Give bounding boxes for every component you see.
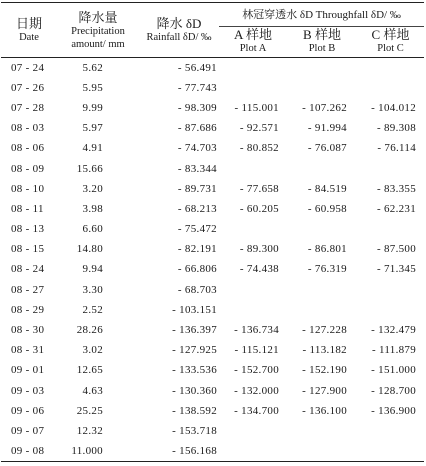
cell-rainfall-dd: - 138.592 xyxy=(172,404,217,417)
cell-precipitation: 9.94 xyxy=(82,263,103,276)
cell-plot-a-dd: - 136.734 xyxy=(234,324,279,337)
cell-date: 08 - 30 xyxy=(11,324,45,337)
table-row xyxy=(1,421,424,441)
cell-precipitation: 3.02 xyxy=(82,344,103,357)
cell-precipitation: 3.20 xyxy=(82,182,103,195)
header-date-cn: 日期 xyxy=(15,16,42,31)
cell-rainfall-dd: - 74.703 xyxy=(177,142,217,155)
table-row xyxy=(1,179,424,199)
cell-rainfall-dd: - 156.168 xyxy=(139,441,219,461)
cell-plot-c-dd: - 136.900 xyxy=(371,404,417,417)
cell-rainfall-dd: - 133.536 xyxy=(172,364,217,377)
cell-plot-a-dd: - 74.438 xyxy=(239,263,279,276)
header-plot-b-en: Plot B xyxy=(308,43,336,54)
cell-precipitation: 28.26 xyxy=(76,324,103,337)
cell-date: 09 - 03 xyxy=(11,384,45,397)
cell-rainfall-dd: - 89.731 xyxy=(177,182,217,195)
cell-plot-c-dd xyxy=(357,441,424,461)
cell-rainfall-dd: - 68.213 xyxy=(177,202,217,215)
cell-precipitation: 3.30 xyxy=(82,283,103,296)
cell-plot-a-dd xyxy=(219,219,287,239)
table-row xyxy=(1,340,424,360)
header-plot-c-cn: C 样地 xyxy=(371,27,410,42)
cell-rainfall-dd: - 153.718 xyxy=(172,424,217,437)
cell-plot-c-dd: - 89.308 xyxy=(376,122,417,135)
cell-plot-c-dd xyxy=(357,280,424,300)
cell-plot-c-dd xyxy=(357,300,424,320)
cell-plot-c-dd: - 87.500 xyxy=(376,243,417,256)
cell-precipitation: 25.25 xyxy=(76,404,103,417)
cell-plot-a-dd: - 134.700 xyxy=(234,404,279,417)
table-row xyxy=(1,158,424,178)
header-plot-a-en: Plot A xyxy=(239,43,267,54)
header-throughfall xyxy=(219,3,424,27)
cell-date: 08 - 09 xyxy=(11,162,45,175)
cell-plot-c-dd: - 62.231 xyxy=(376,202,417,215)
cell-rainfall-dd: - 82.191 xyxy=(177,243,217,256)
header-precipitation xyxy=(57,3,139,58)
cell-plot-b-dd xyxy=(287,58,357,78)
cell-plot-c-dd xyxy=(357,158,424,178)
cell-date: 09 - 01 xyxy=(11,364,45,377)
table-row xyxy=(1,199,424,219)
isotope-data-table xyxy=(1,2,424,462)
header-rain-en: Rainfall δD/ ‰ xyxy=(146,32,212,43)
header-rain-cn: 降水 δD xyxy=(156,16,202,31)
cell-date: 08 - 11 xyxy=(11,202,44,215)
cell-precipitation: 4.91 xyxy=(82,142,103,155)
cell-plot-a-dd: - 115.121 xyxy=(234,344,279,357)
cell-plot-a-dd xyxy=(219,78,287,98)
cell-plot-a-dd: - 132.000 xyxy=(234,384,279,397)
cell-plot-b-dd xyxy=(287,421,357,441)
table-row xyxy=(1,300,424,320)
cell-precipitation: 11.000 xyxy=(57,441,139,461)
cell-rainfall-dd: - 127.925 xyxy=(172,344,217,357)
table-row xyxy=(1,58,424,78)
table-row xyxy=(1,219,424,239)
cell-date: 08 - 10 xyxy=(11,182,45,195)
cell-plot-b-dd: - 91.994 xyxy=(307,122,347,135)
header-plot-a xyxy=(219,27,287,58)
cell-date: 07 - 26 xyxy=(11,81,45,94)
cell-date: 07 - 28 xyxy=(11,101,45,114)
table-row xyxy=(1,360,424,380)
cell-rainfall-dd: - 56.491 xyxy=(177,61,217,74)
cell-date: 09 - 06 xyxy=(11,404,45,417)
header-throughfall-title: 林冠穿透水 δD Throughfall δD/ ‰ xyxy=(242,8,401,21)
cell-plot-b-dd xyxy=(287,280,357,300)
cell-plot-a-dd xyxy=(219,58,287,78)
cell-plot-a-dd: - 92.571 xyxy=(239,122,279,135)
table-row xyxy=(1,138,424,158)
table-row xyxy=(1,98,424,118)
cell-plot-c-dd: - 83.355 xyxy=(376,182,417,195)
cell-plot-a-dd xyxy=(219,300,287,320)
cell-plot-b-dd: - 107.262 xyxy=(302,101,347,114)
cell-plot-b-dd xyxy=(287,219,357,239)
header-date xyxy=(1,3,57,58)
cell-plot-b-dd xyxy=(287,78,357,98)
cell-precipitation: 2.52 xyxy=(82,303,103,316)
cell-precipitation: 9.99 xyxy=(82,101,103,114)
cell-plot-c-dd xyxy=(357,58,424,78)
table-row xyxy=(1,381,424,401)
table-body xyxy=(1,58,424,462)
cell-date: 08 - 03 xyxy=(11,122,45,135)
cell-precipitation: 5.97 xyxy=(82,122,103,135)
cell-date: 08 - 06 xyxy=(11,142,45,155)
cell-plot-c-dd xyxy=(357,219,424,239)
cell-date: 09 - 08 xyxy=(1,441,57,461)
cell-rainfall-dd: - 83.344 xyxy=(177,162,217,175)
cell-plot-b-dd: - 136.100 xyxy=(302,404,347,417)
cell-plot-b-dd xyxy=(287,300,357,320)
table-row xyxy=(1,280,424,300)
cell-plot-b-dd: - 127.228 xyxy=(302,324,347,337)
header-rainfall xyxy=(139,3,219,58)
cell-precipitation: 12.32 xyxy=(76,424,103,437)
cell-plot-b-dd: - 152.190 xyxy=(302,364,347,377)
cell-plot-b-dd: - 60.958 xyxy=(307,202,347,215)
cell-plot-c-dd: - 128.700 xyxy=(371,384,417,397)
cell-plot-a-dd xyxy=(219,280,287,300)
table-row xyxy=(1,320,424,340)
cell-date: 08 - 13 xyxy=(11,223,45,236)
cell-precipitation: 14.80 xyxy=(76,243,103,256)
header-precip-en1: Precipitation xyxy=(71,25,125,37)
cell-date: 08 - 29 xyxy=(11,303,45,316)
cell-date: 08 - 31 xyxy=(11,344,45,357)
cell-plot-a-dd xyxy=(219,158,287,178)
cell-rainfall-dd: - 66.806 xyxy=(177,263,217,276)
cell-plot-b-dd: - 76.319 xyxy=(307,263,347,276)
cell-plot-a-dd xyxy=(219,441,287,461)
cell-rainfall-dd: - 98.309 xyxy=(177,101,217,114)
table-row xyxy=(1,401,424,421)
cell-plot-c-dd: - 111.879 xyxy=(371,344,417,357)
cell-precipitation: 15.66 xyxy=(76,162,103,175)
cell-plot-b-dd xyxy=(287,158,357,178)
cell-plot-c-dd xyxy=(357,421,424,441)
header-plot-a-cn: A 样地 xyxy=(234,27,272,42)
cell-rainfall-dd: - 136.397 xyxy=(172,324,217,337)
cell-rainfall-dd: - 87.686 xyxy=(177,122,217,135)
header-precip-cn: 降水量 xyxy=(78,9,118,25)
header-precip-en2: amount/ mm xyxy=(71,38,125,50)
cell-plot-c-dd: - 151.000 xyxy=(371,364,417,377)
cell-plot-c-dd xyxy=(357,78,424,98)
cell-plot-a-dd: - 77.658 xyxy=(239,182,279,195)
cell-plot-b-dd: - 86.801 xyxy=(307,243,347,256)
table-row xyxy=(1,118,424,138)
table-row xyxy=(1,239,424,259)
cell-date: 07 - 24 xyxy=(11,61,45,74)
table-row xyxy=(1,78,424,98)
cell-precipitation: 6.60 xyxy=(82,223,103,236)
cell-plot-b-dd: - 84.519 xyxy=(307,182,347,195)
cell-date: 09 - 07 xyxy=(11,424,45,437)
cell-plot-a-dd: - 89.300 xyxy=(239,243,279,256)
header-plot-b xyxy=(287,27,357,58)
cell-plot-b-dd: - 76.087 xyxy=(307,142,347,155)
table-row xyxy=(1,441,424,461)
cell-rainfall-dd: - 68.703 xyxy=(177,283,217,296)
header-plot-c-en: Plot C xyxy=(377,43,404,54)
cell-plot-b-dd xyxy=(287,441,357,461)
cell-date: 08 - 15 xyxy=(11,243,45,256)
cell-rainfall-dd: - 77.743 xyxy=(177,81,217,94)
cell-plot-a-dd: - 60.205 xyxy=(239,202,279,215)
cell-precipitation: 12.65 xyxy=(76,364,103,377)
cell-plot-a-dd: - 80.852 xyxy=(239,142,279,155)
cell-rainfall-dd: - 103.151 xyxy=(172,303,217,316)
cell-plot-c-dd: - 132.479 xyxy=(371,324,417,337)
header-date-en: Date xyxy=(19,32,39,43)
header-plot-c xyxy=(357,27,424,58)
cell-date: 08 - 24 xyxy=(11,263,45,276)
header-plot-b-cn: B 样地 xyxy=(303,27,341,42)
cell-plot-b-dd: - 113.182 xyxy=(302,344,347,357)
cell-plot-c-dd: - 104.012 xyxy=(371,101,417,114)
cell-precipitation: 3.98 xyxy=(82,202,103,215)
cell-plot-a-dd xyxy=(219,421,287,441)
cell-plot-a-dd: - 152.700 xyxy=(234,364,279,377)
cell-plot-a-dd: - 115.001 xyxy=(234,101,279,114)
cell-precipitation: 5.62 xyxy=(82,61,103,74)
cell-plot-b-dd: - 127.900 xyxy=(302,384,347,397)
cell-precipitation: 4.63 xyxy=(82,384,103,397)
cell-plot-c-dd: - 71.345 xyxy=(376,263,417,276)
table-row xyxy=(1,259,424,279)
cell-plot-c-dd: - 76.114 xyxy=(377,142,417,155)
cell-precipitation: 5.95 xyxy=(82,81,103,94)
cell-rainfall-dd: - 130.360 xyxy=(172,384,217,397)
cell-rainfall-dd: - 75.472 xyxy=(177,223,217,236)
cell-date: 08 - 27 xyxy=(11,283,45,296)
